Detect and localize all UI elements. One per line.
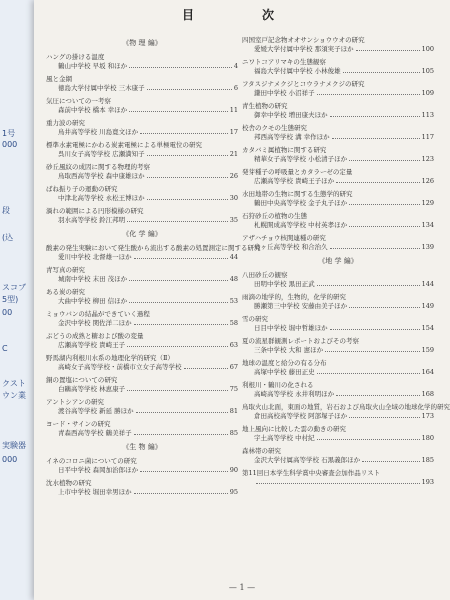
entry-title: ハングの掛ける温度 bbox=[46, 53, 105, 61]
entry-author: 鳥井高等学校 川島寛文ほか bbox=[58, 128, 139, 136]
section-heading: 《地 学 編》 bbox=[318, 257, 358, 265]
entry-author-line bbox=[242, 434, 434, 443]
leader-dots bbox=[336, 182, 420, 183]
toc-entry bbox=[46, 244, 261, 262]
leader-dots bbox=[317, 373, 420, 374]
toc-entry bbox=[242, 146, 434, 164]
entry-author: 高崎女子高等学校・前橋市立女子高等学校 bbox=[58, 363, 182, 371]
toc-entry bbox=[242, 447, 434, 465]
margin-fragment: (込 bbox=[2, 233, 14, 242]
entry-author-line bbox=[46, 194, 238, 203]
contents-page bbox=[34, 0, 450, 600]
margin-fragment: 00 bbox=[2, 308, 13, 317]
entry-page: 85 bbox=[229, 429, 238, 437]
entry-author: 金沢中学校 関佐洋二ほか bbox=[58, 319, 132, 327]
margin-fragment: クスト bbox=[2, 379, 26, 388]
entry-title: 重力波の研究 bbox=[46, 119, 85, 127]
entry-author: 鶴田中央高等学校 金子丸子ほか bbox=[254, 199, 348, 207]
leader-dots bbox=[349, 417, 420, 418]
leader-dots bbox=[330, 248, 420, 249]
toc-entry bbox=[46, 354, 238, 372]
leader-dots bbox=[134, 324, 228, 325]
entry-page: 21 bbox=[229, 150, 238, 158]
margin-fragment: 1号 bbox=[2, 129, 16, 138]
entry-title: 渦れの範囲による円形模様の研究 bbox=[46, 207, 144, 215]
entry-author-line bbox=[46, 488, 238, 497]
toc-entry bbox=[242, 212, 434, 230]
entry-title: 利根川・鶴川の化される bbox=[242, 381, 314, 389]
entry-page: 100 bbox=[421, 45, 434, 53]
entry-page: 105 bbox=[421, 67, 434, 75]
entry-author-line bbox=[242, 456, 434, 465]
toc-entry bbox=[46, 163, 238, 181]
entry-author-line bbox=[242, 67, 434, 76]
entry-author-line bbox=[46, 84, 238, 93]
entry-author: 宇土高等学校 中村紀 bbox=[254, 434, 315, 442]
entry-author: 上市中学校 堀田幸男ほか bbox=[58, 488, 132, 496]
entry-author-line bbox=[46, 341, 238, 350]
entry-page: 154 bbox=[421, 324, 434, 332]
entry-author-line bbox=[46, 363, 238, 372]
entry-title: 気圧についての一考察 bbox=[46, 97, 111, 105]
entry-author: 倉田高校高等学校 阿部塚子ほか bbox=[254, 412, 348, 420]
toc-entry bbox=[242, 425, 434, 443]
entry-title: 雪の研究 bbox=[242, 315, 268, 323]
entry-author: 鳥ヶ丘高等学校 和合治久 bbox=[254, 243, 328, 251]
entry-author: 大曲中学校 柳田 信ほか bbox=[58, 297, 128, 305]
section-heading: 《生 物 編》 bbox=[122, 443, 162, 451]
entry-page: 30 bbox=[229, 194, 238, 202]
entry-page: 117 bbox=[421, 133, 434, 141]
leader-dots bbox=[140, 471, 228, 472]
margin-fragment: 5型) bbox=[2, 295, 19, 304]
toc-entry bbox=[46, 97, 238, 115]
page-title: 目 次 bbox=[181, 8, 302, 22]
entry-author-line bbox=[46, 275, 238, 284]
entry-title: 第11回日本学生科学賞中央審査会加作品リスト bbox=[242, 469, 381, 477]
entry-page: 159 bbox=[421, 346, 434, 354]
entry-author: 愛川中学校 北督雄一ほか bbox=[58, 253, 132, 261]
leader-dots bbox=[362, 461, 420, 462]
entry-page: 4 bbox=[233, 62, 238, 70]
entry-title: 青生植物の研究 bbox=[242, 102, 288, 110]
leader-dots bbox=[129, 280, 228, 281]
margin-fragment: ウン業 bbox=[2, 391, 26, 400]
margin-fragment: 実験器 bbox=[2, 441, 26, 450]
leader-dots bbox=[147, 177, 228, 178]
entry-author-line bbox=[46, 106, 238, 115]
toc-entry bbox=[46, 185, 238, 203]
entry-page: 164 bbox=[421, 368, 434, 376]
toc-entry bbox=[242, 359, 434, 377]
toc-entry bbox=[242, 469, 434, 487]
entry-page: 123 bbox=[421, 155, 434, 163]
leader-dots bbox=[129, 302, 228, 303]
entry-author-line bbox=[46, 172, 238, 181]
toc-entry bbox=[46, 141, 238, 159]
toc-entry bbox=[46, 332, 238, 350]
entry-author-line bbox=[46, 62, 238, 71]
entry-page: 35 bbox=[229, 216, 238, 224]
entry-title: ニワトコアリマキの生態観察 bbox=[242, 58, 326, 66]
entry-title: 石狩砂丘の植物の生態 bbox=[242, 212, 307, 220]
toc-entry bbox=[46, 207, 238, 225]
entry-page: 193 bbox=[421, 478, 434, 486]
leader-dots bbox=[147, 155, 228, 156]
toc-entry bbox=[46, 53, 238, 71]
entry-title: 八田砂丘の観察 bbox=[242, 271, 288, 279]
toc-entry bbox=[46, 398, 238, 416]
entry-page: 48 bbox=[229, 275, 238, 283]
entry-author-line bbox=[242, 368, 434, 377]
entry-title: 地上風向に比較した雲の動きの研究 bbox=[242, 425, 346, 433]
entry-author: 高崎高等学校 永井利明ほか bbox=[254, 390, 335, 398]
toc-entry bbox=[242, 102, 434, 120]
leader-dots bbox=[256, 483, 420, 484]
entry-title: 野馬湖内利根川水系の地理化学的研究（Ⅱ） bbox=[46, 354, 174, 362]
entry-author-line bbox=[242, 412, 434, 421]
leader-dots bbox=[336, 395, 420, 396]
leader-dots bbox=[325, 351, 419, 352]
leader-dots bbox=[127, 390, 228, 391]
entry-author: 白鷗高等学校 林恵康子 bbox=[58, 385, 126, 393]
entry-title: ミョウバンの結晶ができていく過程 bbox=[46, 310, 150, 318]
toc-entry bbox=[46, 420, 238, 438]
entry-author-line bbox=[242, 133, 434, 142]
entry-page: 17 bbox=[229, 128, 238, 136]
leader-dots bbox=[343, 72, 420, 73]
entry-title: 沈水植物の研究 bbox=[46, 479, 92, 487]
leader-dots bbox=[147, 89, 232, 90]
leader-dots bbox=[317, 285, 420, 286]
entry-title: 校舎のクモの生態研究 bbox=[242, 124, 307, 132]
entry-author-line bbox=[242, 111, 434, 120]
toc-entry bbox=[242, 190, 434, 208]
margin-fragment: スコブ bbox=[2, 283, 26, 292]
toc-entry bbox=[46, 376, 238, 394]
entry-title: 夏の流星群観測レポートおよびその考察 bbox=[242, 337, 359, 345]
entry-author: 愛媛大学付属中学校 那須実子ほか bbox=[254, 45, 354, 53]
leader-dots bbox=[317, 94, 420, 95]
entry-author-line bbox=[242, 45, 434, 54]
entry-author-line bbox=[242, 302, 434, 311]
entry-author-line bbox=[46, 385, 238, 394]
toc-entry bbox=[242, 36, 434, 54]
toc-entry bbox=[242, 337, 434, 355]
toc-entry bbox=[242, 315, 434, 333]
margin-fragment: C bbox=[2, 344, 8, 353]
margin-fragment: 000 bbox=[2, 140, 18, 149]
entry-author-line bbox=[46, 297, 238, 306]
entry-title: アザハチョウ核関連種の研究 bbox=[242, 234, 326, 242]
entry-title: 発芽種子の呼吸量とカタラーゼの定量 bbox=[242, 168, 353, 176]
entry-author: 札幌開成高等学校 中村英孝ほか bbox=[254, 221, 348, 229]
entry-author: 福島大学付属中学校 小林俊雄 bbox=[254, 67, 341, 75]
toc-entry bbox=[242, 271, 434, 289]
entry-page: 67 bbox=[229, 363, 238, 371]
entry-title: イネのコロニ菌についての研究 bbox=[46, 457, 137, 465]
leader-dots bbox=[140, 133, 228, 134]
entry-author: 城南中学校 末田 茂ほか bbox=[58, 275, 128, 283]
entry-page: 26 bbox=[229, 172, 238, 180]
entry-title: 銅の置塩についての研究 bbox=[46, 376, 118, 384]
leader-dots bbox=[332, 138, 420, 139]
entry-page: 129 bbox=[421, 199, 434, 207]
toc-entry bbox=[242, 168, 434, 186]
toc-entry bbox=[46, 457, 238, 475]
entry-author-line bbox=[46, 150, 238, 159]
toc-entry bbox=[242, 58, 434, 76]
section-heading: 《物 理 編》 bbox=[122, 39, 162, 47]
entry-page: 180 bbox=[421, 434, 434, 442]
leader-dots bbox=[134, 493, 228, 494]
entry-author: 三条中学校 大和 憲ほか bbox=[254, 346, 324, 354]
toc-entry bbox=[46, 119, 238, 137]
section-heading: 《化 学 編》 bbox=[122, 230, 162, 238]
entry-author: 精華女子高等学校 小松清子ほか bbox=[254, 155, 348, 163]
entry-title: 地球の温度と給分の有る分布 bbox=[242, 359, 327, 367]
entry-title: アントシアンの研究 bbox=[46, 398, 104, 406]
entry-author: 中津北高等学校 永松王博ほか bbox=[58, 194, 145, 202]
leader-dots bbox=[184, 368, 228, 369]
entry-title: ばね振り子の運動の研究 bbox=[46, 185, 118, 193]
entry-author-line bbox=[242, 324, 434, 333]
margin-fragment: 段 bbox=[2, 206, 10, 215]
right-column bbox=[242, 36, 450, 491]
toc-entry bbox=[46, 266, 238, 284]
entry-author-line bbox=[242, 280, 434, 289]
entry-page: 6 bbox=[233, 84, 238, 92]
leader-dots bbox=[147, 199, 228, 200]
entry-title: ぶどうの成熟と糖および酸の変量 bbox=[46, 332, 144, 340]
entry-author-line bbox=[242, 155, 434, 164]
leader-dots bbox=[129, 67, 232, 68]
entry-author: 田明中学校 黒田正武 bbox=[254, 280, 315, 288]
entry-page: 58 bbox=[229, 319, 238, 327]
leader-dots bbox=[330, 116, 420, 117]
entry-page: 185 bbox=[421, 456, 434, 464]
entry-author: 徳島大学付属中学校 三木康子 bbox=[58, 84, 145, 92]
leader-dots bbox=[349, 307, 420, 308]
entry-title: 四国室戸記念物オオサンショウウオの研究 bbox=[242, 36, 365, 44]
page-number: — 1 — bbox=[228, 583, 256, 592]
toc-entry bbox=[46, 288, 238, 306]
entry-title: ある炭の研究 bbox=[46, 288, 85, 296]
entry-author: 森前中学校 橋本 幸ほか bbox=[58, 106, 128, 114]
margin-fragment: 000 bbox=[2, 455, 18, 464]
leader-dots bbox=[330, 329, 420, 330]
entry-author: 鳥取西高等学校 森中康雄ほか bbox=[58, 172, 145, 180]
entry-author: 青森西高等学校 鶴美祥子 bbox=[58, 429, 132, 437]
entry-page: 144 bbox=[421, 280, 434, 288]
leader-dots bbox=[356, 50, 420, 51]
entry-page: 134 bbox=[421, 221, 434, 229]
entry-page: 53 bbox=[229, 297, 238, 305]
entry-author: 御幸中学校 増田康夫ほか bbox=[254, 111, 328, 119]
leader-dots bbox=[349, 160, 420, 161]
entry-title: 雨滴の地学的，生物的，化学的研究 bbox=[242, 293, 346, 301]
entry-title: ヨード・サインの研究 bbox=[46, 420, 111, 428]
entry-title: 酸素の発生実験において発生酸から流出する酸素の処置測定に関する研究 bbox=[46, 244, 261, 252]
leader-dots bbox=[134, 258, 228, 259]
entry-author: 日目中学校 堀中哲雄ほか bbox=[254, 324, 328, 332]
toc-entry bbox=[242, 80, 434, 98]
leader-dots bbox=[129, 111, 228, 112]
entry-author-line bbox=[242, 478, 434, 487]
leader-dots bbox=[127, 346, 228, 347]
entry-title: 風と金網 bbox=[46, 75, 72, 83]
entry-author: 渡谷高等学校 新延 勝ほか bbox=[58, 407, 134, 415]
entry-author: 金沢大学付属高等学校 石黒義郎ほか bbox=[254, 456, 361, 464]
entry-author-line bbox=[46, 253, 238, 262]
entry-author-line bbox=[46, 407, 238, 416]
leader-dots bbox=[349, 226, 420, 227]
leader-dots bbox=[349, 204, 420, 205]
entry-author: 鶴山中学校 早坂 和ほか bbox=[58, 62, 128, 70]
leader-dots bbox=[134, 434, 228, 435]
entry-title: フタスジナメクジとコウラナメクジの研究 bbox=[242, 80, 365, 88]
toc-entry bbox=[46, 75, 238, 93]
entry-page: 11 bbox=[229, 106, 238, 114]
toc-entry bbox=[46, 479, 238, 497]
entry-page: 44 bbox=[229, 253, 238, 261]
entry-author: 高塚中学校 藤田正史 bbox=[254, 368, 315, 376]
entry-title: 鳥取火山北面，東面の地質，岩石および鳥取火山全域の地球化学的研究 bbox=[242, 403, 450, 411]
entry-author-line bbox=[242, 390, 434, 399]
entry-title: カタバミ属植物に関する研究 bbox=[242, 146, 327, 154]
entry-page: 126 bbox=[421, 177, 434, 185]
entry-author-line bbox=[242, 221, 434, 230]
toc-entry bbox=[242, 124, 434, 142]
toc-entry bbox=[242, 403, 450, 421]
entry-author: 日平中学校 森岡加治郎ほか bbox=[58, 466, 139, 474]
entry-author: 邦西高等学校 溝 幸作ほか bbox=[254, 133, 330, 141]
entry-author-line bbox=[242, 89, 434, 98]
toc-entry bbox=[46, 310, 238, 328]
entry-page: 173 bbox=[421, 412, 434, 420]
leader-dots bbox=[317, 439, 420, 440]
entry-title: 森林帯の研究 bbox=[242, 447, 281, 455]
entry-page: 75 bbox=[229, 385, 238, 393]
entry-page: 81 bbox=[229, 407, 238, 415]
entry-author: 広瀬高等学校 貴崎王子ほか bbox=[254, 177, 335, 185]
entry-author-line bbox=[46, 466, 238, 475]
entry-author: 羽水高等学校 鈴江邦明 bbox=[58, 216, 126, 224]
toc-entry bbox=[242, 234, 434, 252]
entry-page: 90 bbox=[229, 466, 238, 474]
entry-author: 呉川女子高等学校 広瀬満知子 bbox=[58, 150, 145, 158]
entry-author-line bbox=[46, 319, 238, 328]
entry-title: 水田地帯の生物に関する生態学的研究 bbox=[242, 190, 353, 198]
entry-author-line bbox=[46, 429, 238, 438]
entry-title: 青写真の研究 bbox=[46, 266, 85, 274]
toc-entry bbox=[242, 293, 434, 311]
entry-page: 113 bbox=[421, 111, 434, 119]
entry-title: 砂丘風紋の成因に関する物理的考察 bbox=[46, 163, 150, 171]
entry-author: 勝瀬第三中学校 安藤由美子ほか bbox=[254, 302, 348, 310]
entry-author: 鎌田中学校 小沼祥子 bbox=[254, 89, 315, 97]
entry-author-line bbox=[242, 346, 434, 355]
entry-author-line bbox=[46, 128, 238, 137]
leader-dots bbox=[127, 221, 228, 222]
entry-author-line bbox=[242, 177, 434, 186]
entry-page: 63 bbox=[229, 341, 238, 349]
entry-page: 95 bbox=[229, 488, 238, 496]
entry-author-line bbox=[242, 243, 434, 252]
entry-author-line bbox=[46, 216, 238, 225]
entry-page: 109 bbox=[421, 89, 434, 97]
entry-page: 139 bbox=[421, 243, 434, 251]
toc-entry bbox=[242, 381, 434, 399]
entry-author-line bbox=[242, 199, 434, 208]
entry-title: 標準水素電極にかわる炭素電極による単極電位の研究 bbox=[46, 141, 202, 149]
leader-dots bbox=[136, 412, 228, 413]
entry-author: 広瀬高等学校 貴崎王子 bbox=[58, 341, 126, 349]
entry-page: 149 bbox=[421, 302, 434, 310]
entry-page: 168 bbox=[421, 390, 434, 398]
